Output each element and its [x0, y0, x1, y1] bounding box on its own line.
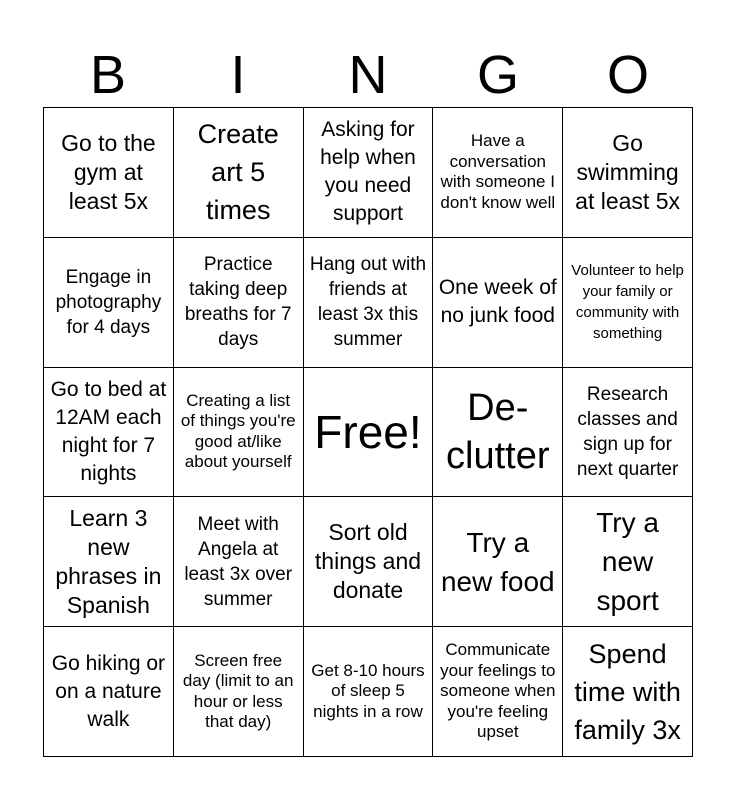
cell-text: Hang out with friends at least 3x this summer	[309, 254, 427, 351]
header-letter-i: I	[230, 45, 246, 105]
header-letter-g: G	[476, 45, 519, 105]
cell-text: De-clutter	[446, 386, 550, 477]
bingo-cell[interactable]	[433, 497, 563, 627]
cell-text: One week of no junk food	[438, 276, 557, 328]
bingo-cell[interactable]	[174, 627, 304, 757]
header-letter-n: N	[348, 45, 388, 105]
bingo-cell[interactable]	[174, 108, 304, 238]
header-letter-b: B	[89, 45, 127, 105]
bingo-board	[43, 107, 693, 757]
cell-text: Spend time with family 3x	[574, 638, 681, 745]
cell-text: Create art 5 times	[197, 119, 279, 226]
header-letter-o: O	[606, 45, 649, 105]
bingo-cell[interactable]	[174, 238, 304, 368]
bingo-cell[interactable]	[304, 108, 434, 238]
bingo-cell[interactable]	[44, 627, 174, 757]
bingo-cell[interactable]	[304, 627, 434, 757]
bingo-cell[interactable]	[563, 497, 693, 627]
bingo-cell[interactable]	[433, 108, 563, 238]
cell-text: Go to the gym at least 5x	[61, 129, 156, 214]
bingo-cell[interactable]	[44, 108, 174, 238]
bingo-header	[43, 44, 693, 106]
bingo-cell[interactable]	[563, 108, 693, 238]
cell-text: Try a new sport	[596, 507, 659, 617]
cell-text: Free!	[314, 405, 422, 458]
cell-text: Research classes and sign up for next quarter	[576, 383, 679, 480]
bingo-cell[interactable]	[174, 497, 304, 627]
cell-text: Learn 3 new phrases in Spanish	[55, 504, 162, 618]
cell-text: Try a new food	[440, 526, 555, 597]
cell-text: Go swimming at least 5x	[575, 129, 681, 214]
cell-text: Engage in photography for 4 days	[55, 266, 162, 338]
cell-text: Have a conversation with someone I don't know well	[440, 131, 556, 212]
bingo-cell[interactable]	[563, 368, 693, 498]
bingo-cell[interactable]	[44, 238, 174, 368]
cell-text: Go to bed at 12AM each night for 7 nights	[50, 377, 167, 485]
cell-text: Volunteer to help your family or community with something	[571, 262, 684, 343]
bingo-cell[interactable]	[44, 368, 174, 498]
bingo-cell[interactable]	[174, 368, 304, 498]
cell-text: Communicate your feelings to someone when you're feeling upset	[440, 640, 556, 742]
bingo-cell[interactable]	[433, 627, 563, 757]
bingo-cell[interactable]	[433, 238, 563, 368]
bingo-cell[interactable]	[304, 497, 434, 627]
bingo-cell[interactable]	[304, 238, 434, 368]
cell-text: Screen free day (limit to an hour or less that day)	[182, 650, 294, 732]
cell-text: Go hiking or on a nature walk	[51, 651, 166, 731]
bingo-cell[interactable]	[563, 238, 693, 368]
cell-text: Creating a list of things you're good at/like about yourself	[180, 390, 296, 472]
cell-text: Sort old things and donate	[314, 519, 422, 604]
cell-text: Practice taking deep breaths for 7 days	[184, 254, 292, 351]
bingo-cell[interactable]	[44, 497, 174, 627]
bingo-cell[interactable]	[433, 368, 563, 498]
cell-text: Asking for help when you need support	[320, 118, 416, 226]
cell-text: Get 8-10 hours of sleep 5 nights in a row	[311, 660, 425, 721]
bingo-cell[interactable]	[563, 627, 693, 757]
cell-text: Meet with Angela at least 3x over summer	[184, 513, 293, 610]
free-space-cell[interactable]	[304, 368, 434, 498]
